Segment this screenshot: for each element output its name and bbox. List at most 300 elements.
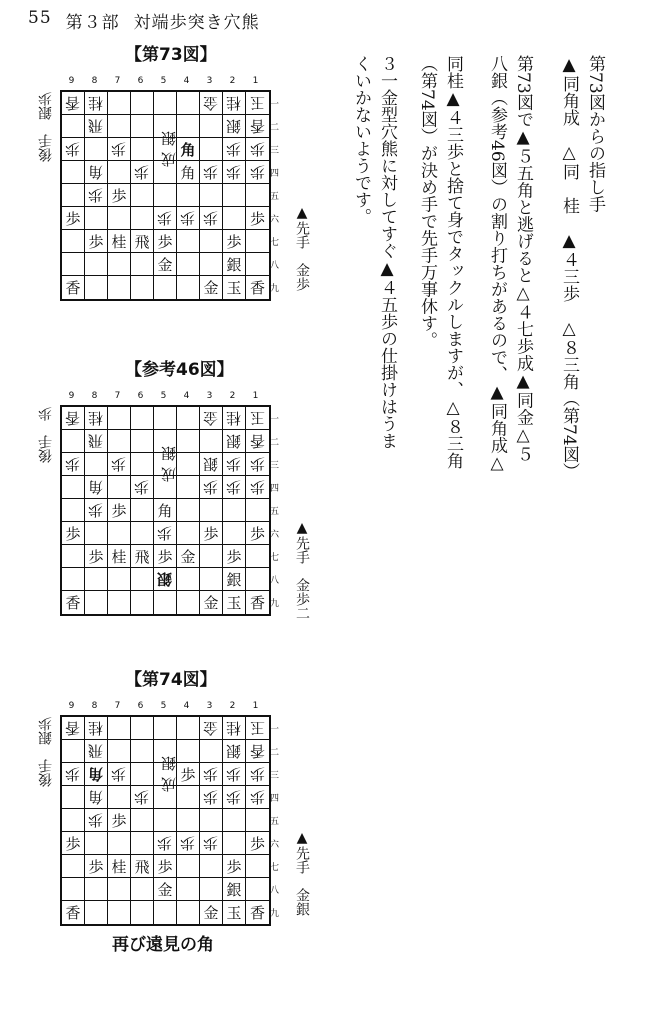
board-square [223,476,246,499]
rank-label: 四 [270,169,280,179]
gote-piece: 香 [249,116,265,135]
board-square [223,138,246,161]
board-square [154,855,177,878]
board-square [200,499,223,522]
board-square [223,276,246,299]
board-square [246,591,269,614]
gote-piece: 歩 [88,500,104,519]
board-square [177,276,200,299]
board-square [154,92,177,115]
board-square [62,717,85,740]
board-square [154,545,177,568]
board-square [108,138,131,161]
gote-piece: 歩 [65,139,81,158]
sente-piece: 香 [249,279,265,297]
file-label: 2 [229,76,236,86]
gote-piece: 桂 [226,718,242,737]
rank-label: 八 [270,261,280,271]
board-square [200,717,223,740]
board-square [177,901,200,924]
board-square [131,138,154,161]
board-square [108,568,131,591]
rank-label: 八 [270,886,280,896]
file-labels [60,76,267,86]
sente-piece: 飛 [134,547,150,566]
board-square [223,878,246,901]
board-square [154,754,177,793]
board-square [200,476,223,499]
board-square [85,207,108,230]
rank-label: 四 [270,794,280,804]
board-square [108,476,131,499]
gote-piece: 飛 [88,431,104,450]
board-square [246,568,269,591]
file-label: 5 [160,76,167,86]
board-square [177,115,200,138]
gote-piece: 歩 [65,454,81,473]
gote-piece: 歩 [226,764,242,783]
rank-label: 五 [270,507,280,517]
sente-piece: 歩 [157,232,173,251]
file-label: 1 [252,391,259,401]
board-square [108,855,131,878]
board-square [177,545,200,568]
sente-piece: 歩 [249,524,265,543]
board-square [200,763,223,786]
board-square [108,184,131,207]
board-square [246,407,269,430]
board-square [246,832,269,855]
board-square [223,230,246,253]
shogi-board [60,715,271,926]
board-square [246,901,269,924]
gote-piece: 香 [249,431,265,450]
board-square [131,161,154,184]
gote-piece: 歩 [65,764,81,783]
gote-piece: 歩 [226,139,242,158]
gote-piece: 金 [203,408,219,427]
gote-piece: 角 [88,787,104,806]
gote-piece: 歩 [88,185,104,204]
file-labels [60,391,267,401]
text-column: 八銀（参考46図）の割り打ちがあるので、▲同角成△ [487,55,507,474]
board-square [246,207,269,230]
sente-piece: 玉 [226,594,242,612]
board-square [62,901,85,924]
board-square [85,568,108,591]
gote-piece: 銀 [157,569,173,588]
board-square [108,522,131,545]
board-square [108,809,131,832]
board-square [200,230,223,253]
sente-piece: 金 [157,255,173,274]
board-square [154,832,177,855]
board-square [62,878,85,901]
gote-hand: 後手 歩 [38,407,54,463]
board-square [200,92,223,115]
gote-piece: 歩 [226,477,242,496]
rank-labels [270,92,279,299]
board-square [85,591,108,614]
file-label: 8 [91,701,98,711]
board-square [177,832,200,855]
board-square [131,522,154,545]
sente-piece: 歩 [111,811,127,830]
board-square [62,207,85,230]
page-header [28,8,260,33]
sente-piece: 角 [180,140,196,159]
board-square [131,92,154,115]
sente-piece: 金 [203,594,219,612]
file-labels [60,701,267,711]
gote-piece: 歩 [249,477,265,496]
file-label: 6 [137,76,144,86]
gote-piece: 歩 [134,162,150,181]
board-square [85,740,108,763]
board-square [200,138,223,161]
gote-piece: 銀 [203,454,219,473]
rank-label: 二 [270,123,280,133]
board-square [177,855,200,878]
board-square [200,901,223,924]
board-square [131,453,154,476]
board-square [177,786,200,809]
board-square [223,568,246,591]
sente-piece: 歩 [157,547,173,566]
board-square [246,276,269,299]
board-square [62,568,85,591]
gote-piece: 玉 [249,93,265,112]
rank-label: 二 [270,748,280,758]
gote-piece: 歩 [249,162,265,181]
gote-piece: 飛 [88,116,104,135]
sente-piece: 香 [249,904,265,922]
board-square [246,115,269,138]
gote-piece: 香 [249,741,265,760]
board-square [200,453,223,476]
chapter-title: 対端歩突き穴熊 [133,13,260,33]
file-label: 6 [137,391,144,401]
board-square [62,230,85,253]
board-square [177,453,200,476]
rank-label: 一 [270,415,280,425]
board-square [131,430,154,453]
gote-piece: 桂 [88,408,104,427]
board-square [62,545,85,568]
board-square [223,115,246,138]
gote-piece: 歩 [203,764,219,783]
sente-piece: 歩 [65,209,81,228]
gote-piece: 歩 [88,810,104,829]
board-square [85,763,108,786]
board-square [154,407,177,430]
sente-piece: 歩 [226,232,242,251]
gote-hand: 後手 銀歩 [38,92,54,162]
board-square [85,786,108,809]
sente-piece: 桂 [111,232,127,251]
board-square [131,115,154,138]
board-square [200,407,223,430]
board-square [85,230,108,253]
board-square [154,444,177,483]
file-label: 4 [183,76,190,86]
gote-piece: 歩 [203,787,219,806]
gote-piece: 歩 [249,764,265,783]
sente-piece: 歩 [111,501,127,520]
gote-piece: 歩 [134,787,150,806]
board-square [85,92,108,115]
board-square [200,161,223,184]
rank-label: 三 [270,461,280,471]
gote-piece: 角 [88,764,104,783]
board-square [223,207,246,230]
gote-piece: 玉 [249,408,265,427]
board-square [131,499,154,522]
gote-piece: 歩 [180,208,196,227]
file-label: 9 [68,701,75,711]
board-square [85,115,108,138]
sente-piece: 銀 [226,880,242,899]
board-square [200,207,223,230]
board-square [154,129,177,168]
sente-piece: 香 [65,594,81,612]
board-square [108,717,131,740]
board-square [131,786,154,809]
board-square [108,591,131,614]
board-square [200,545,223,568]
rank-label: 六 [270,215,280,225]
sente-piece: 歩 [226,547,242,566]
board-square [177,878,200,901]
board-square [85,453,108,476]
board-square [62,786,85,809]
board-square [200,809,223,832]
text-column: くいかないようです。 [351,55,371,225]
gote-piece: 桂 [226,408,242,427]
board-square [62,430,85,453]
board-square [223,901,246,924]
board-square [85,717,108,740]
board-square [108,407,131,430]
board-square [246,453,269,476]
gote-piece: 歩 [203,477,219,496]
board-square [223,545,246,568]
rank-label: 七 [270,238,280,248]
board-square [131,568,154,591]
gote-piece: 歩 [203,162,219,181]
board-square [131,545,154,568]
board-square [246,786,269,809]
board-square [108,230,131,253]
rank-label: 三 [270,146,280,156]
board-square [85,476,108,499]
board-square [154,591,177,614]
board-square [246,809,269,832]
gote-piece: 成銀 [160,129,176,168]
sente-piece: 金 [157,880,173,899]
board-square [108,545,131,568]
sente-piece: 歩 [88,857,104,876]
board-square [108,740,131,763]
rank-label: 二 [270,438,280,448]
board-square [223,809,246,832]
board-square [223,92,246,115]
gote-piece: 成銀 [160,754,176,793]
board-square [62,184,85,207]
board-square [177,522,200,545]
file-label: 8 [91,76,98,86]
board-square [85,161,108,184]
board-square [246,92,269,115]
rank-label: 七 [270,553,280,563]
sente-hand: ▲先手 金歩二 [294,520,310,620]
board-square [85,855,108,878]
board-square [62,832,85,855]
sente-hand: ▲先手 金銀 [294,830,310,916]
sente-piece: 金 [203,279,219,297]
board-square [223,453,246,476]
sente-piece: 飛 [134,232,150,251]
board-square [223,522,246,545]
board-square [154,207,177,230]
gote-piece: 成銀 [160,444,176,483]
board-square [154,253,177,276]
board-square [223,763,246,786]
sente-piece: 歩 [180,765,196,784]
board-square [108,115,131,138]
board-square [177,184,200,207]
board-square [200,568,223,591]
board-square [154,184,177,207]
file-label: 6 [137,701,144,711]
gote-piece: 香 [65,93,81,112]
board-square [131,832,154,855]
gote-piece: 銀 [226,741,242,760]
board-square [200,855,223,878]
board-square [200,522,223,545]
gote-piece: 歩 [226,787,242,806]
board-square [246,740,269,763]
gote-piece: 香 [65,408,81,427]
sente-piece: 銀 [226,255,242,274]
board-square [131,763,154,786]
board-square [131,407,154,430]
board-square [200,276,223,299]
board-square [200,184,223,207]
board-square [154,522,177,545]
rank-label: 一 [270,100,280,110]
board-square [108,207,131,230]
gote-piece: 角 [88,162,104,181]
board-square [131,901,154,924]
board-square [154,230,177,253]
board-square [154,276,177,299]
text-column: （第74図）が決め手で先手万事休す。 [417,55,437,349]
gote-piece: 飛 [88,741,104,760]
board-square [200,430,223,453]
board-square [200,832,223,855]
board-square [177,230,200,253]
board-square [62,407,85,430]
board-square [131,230,154,253]
file-label: 7 [114,391,121,401]
board-square [108,253,131,276]
sente-piece: 歩 [88,547,104,566]
board-square [85,499,108,522]
part-label: 第３部 [65,13,120,33]
gote-piece: 歩 [111,764,127,783]
file-label: 9 [68,391,75,401]
sente-piece: 金 [180,547,196,566]
board-square [177,809,200,832]
board-square [85,901,108,924]
board-square [131,855,154,878]
board-square [177,207,200,230]
sente-piece: 香 [249,594,265,612]
board-square [108,161,131,184]
text-column: 第73図からの指し手 [585,55,605,213]
board-square [223,161,246,184]
sente-piece: 香 [65,279,81,297]
gote-piece: 桂 [226,93,242,112]
board-square [85,522,108,545]
board-square [200,740,223,763]
board-square [177,161,200,184]
board-square [246,499,269,522]
shogi-board [60,90,271,301]
board-square [108,832,131,855]
sente-piece: 飛 [134,857,150,876]
board-square [131,809,154,832]
board-square [223,855,246,878]
gote-piece: 玉 [249,718,265,737]
board-square [154,901,177,924]
figure-title: 【第74図】 [125,670,217,690]
gote-piece: 歩 [203,208,219,227]
board-square [131,591,154,614]
page-number: 55 [28,8,52,28]
sente-piece: 歩 [88,232,104,251]
shogi-board [60,405,271,616]
board-square [154,499,177,522]
board-square [223,430,246,453]
board-square [223,591,246,614]
board-square [177,253,200,276]
rank-label: 七 [270,863,280,873]
board-square [200,253,223,276]
file-label: 2 [229,391,236,401]
board-square [200,591,223,614]
board-square [85,832,108,855]
sente-piece: 歩 [65,834,81,853]
file-label: 3 [206,76,213,86]
sente-piece: 金 [203,904,219,922]
board-square [223,740,246,763]
gote-piece: 歩 [249,139,265,158]
board-square [177,740,200,763]
gote-piece: 歩 [249,454,265,473]
board-square [246,763,269,786]
file-label: 4 [183,701,190,711]
sente-piece: 角 [157,501,173,520]
board-square [85,545,108,568]
board-square [85,407,108,430]
board-square [131,476,154,499]
board-square [246,522,269,545]
board-square [108,763,131,786]
board-square [154,809,177,832]
file-label: 8 [91,391,98,401]
